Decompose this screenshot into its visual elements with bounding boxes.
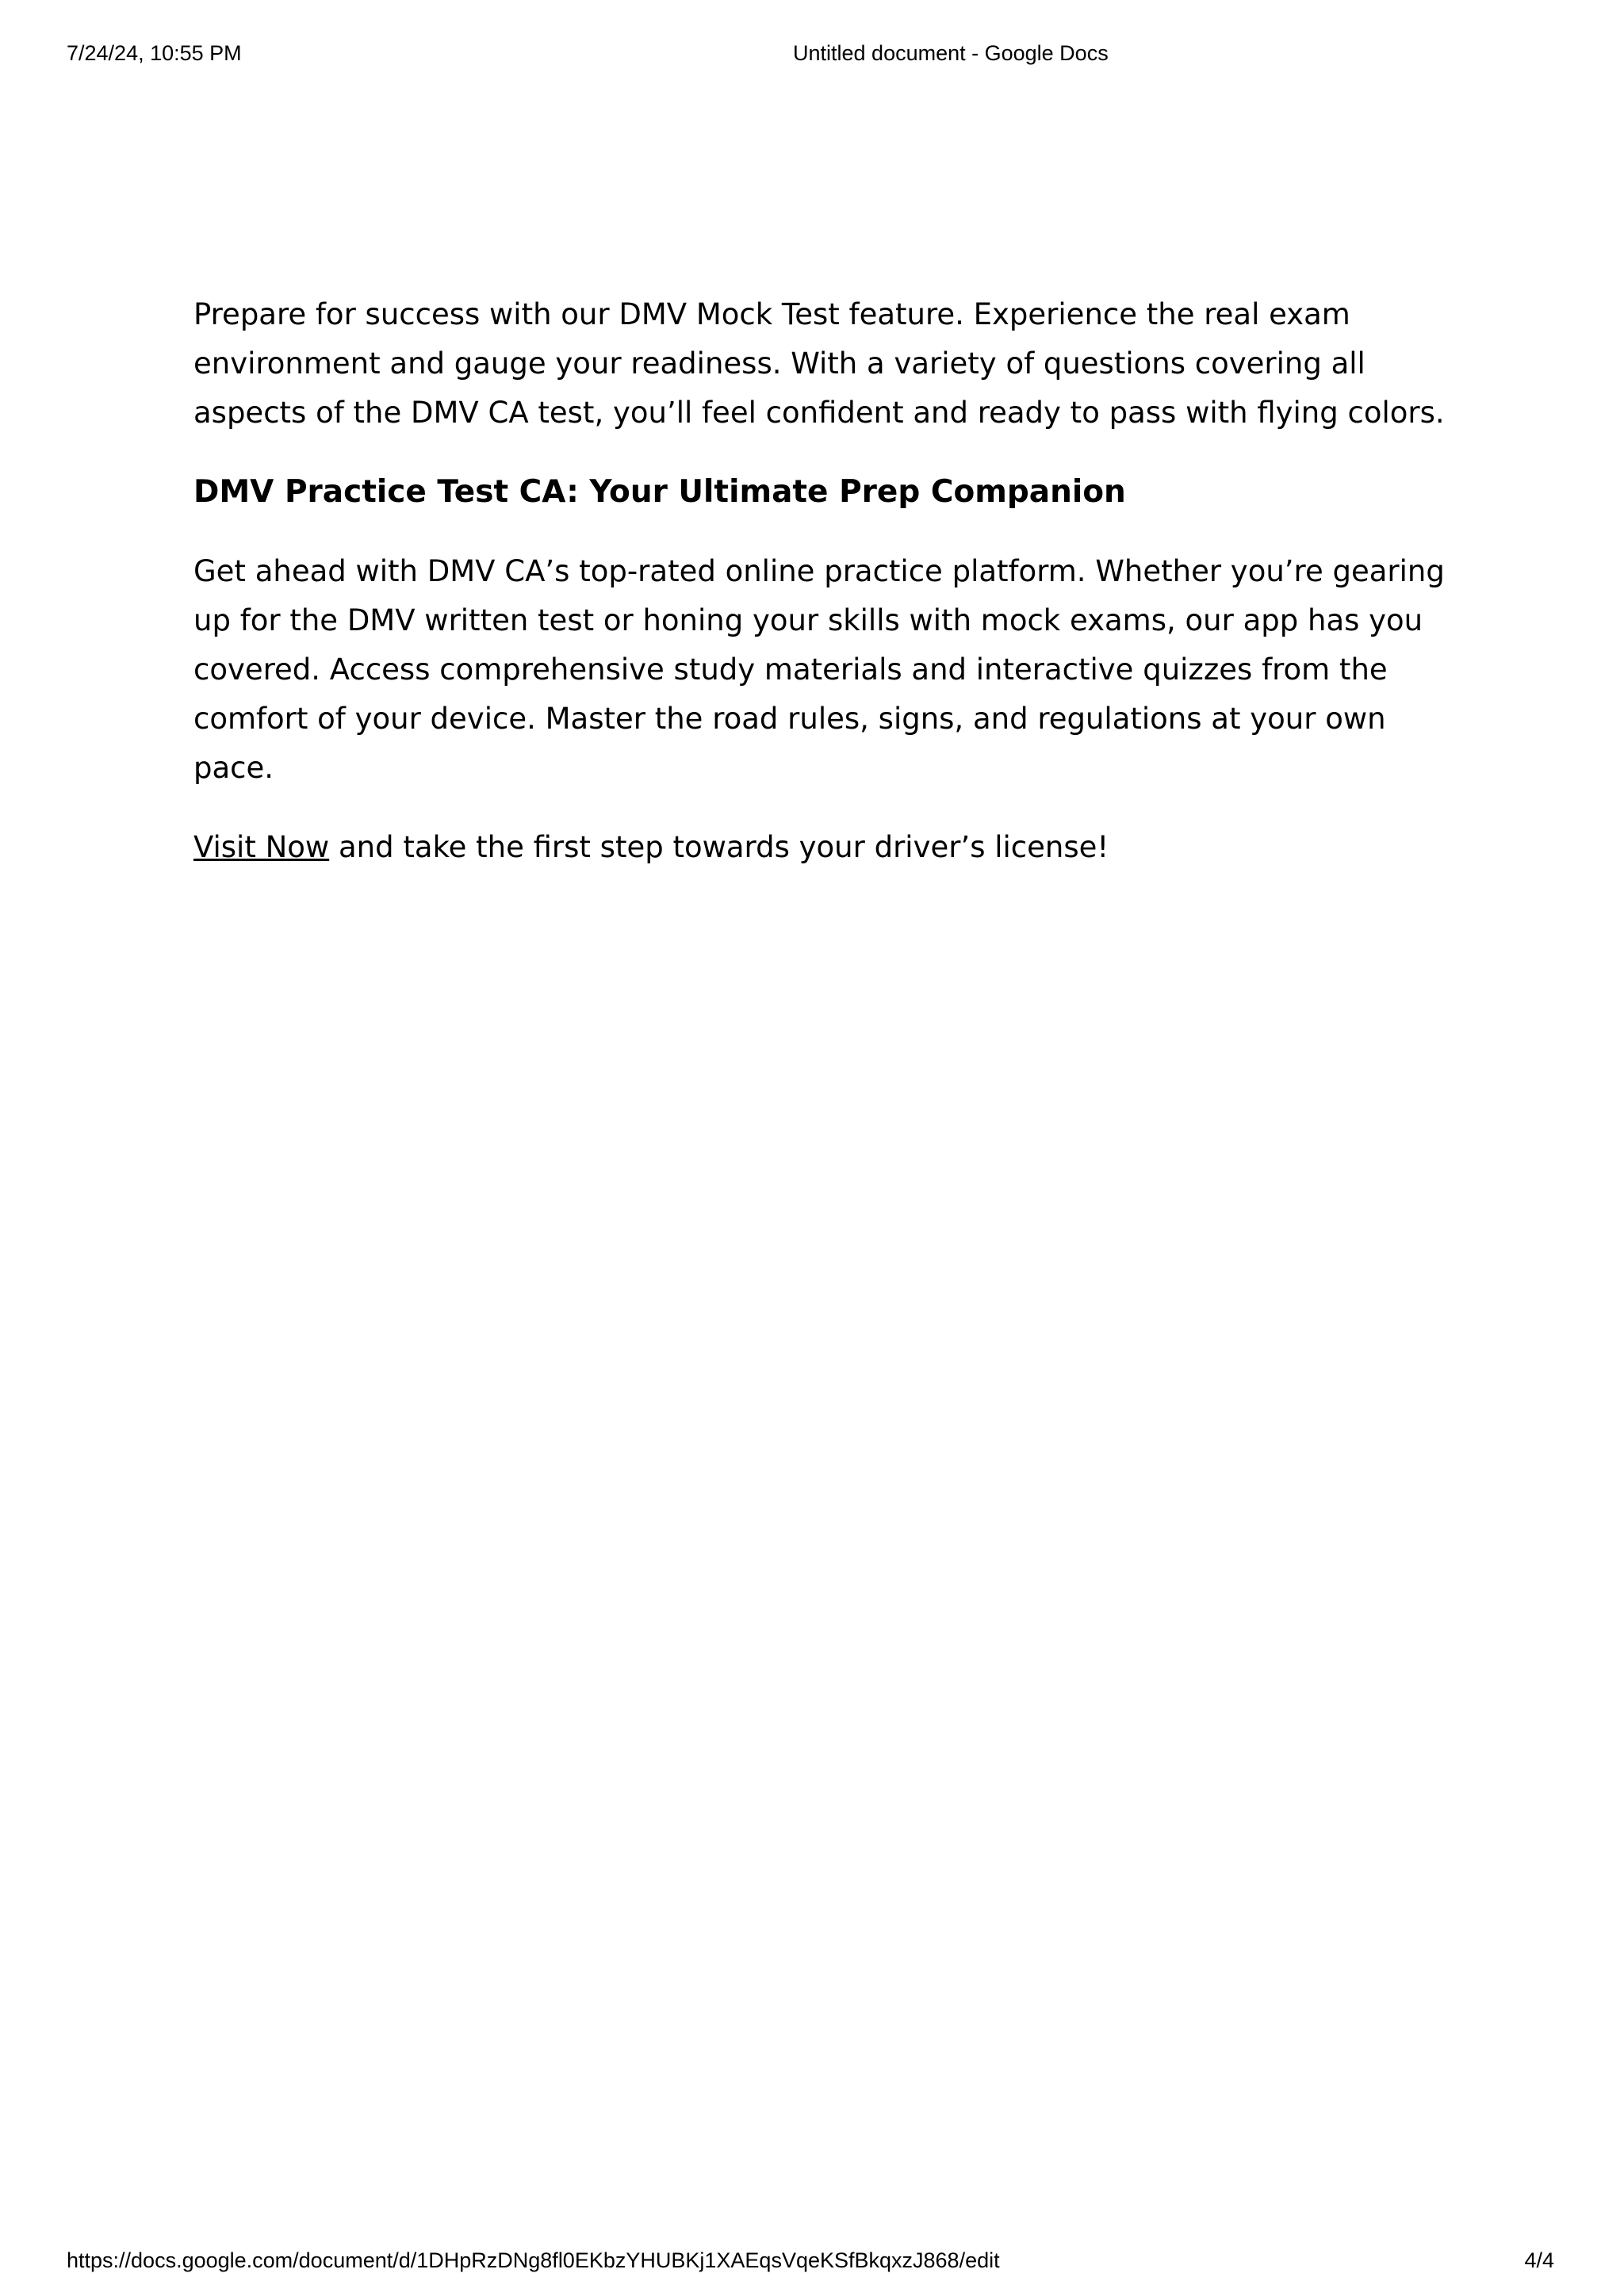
- print-footer: [0, 2248, 1624, 2280]
- print-header: [0, 41, 1624, 73]
- section-heading: DMV Practice Test CA: Your Ultimate Prep Companion: [193, 474, 1126, 510]
- document-body: [193, 290, 1454, 902]
- visit-now-link[interactable]: Visit Now: [193, 830, 330, 864]
- print-url: https://docs.google.com/document/d/1DHpRzDNg8fl0EKbzYHUBKj1XAEqsVqeKSfBkqxzJ868/edit: [67, 2248, 1000, 2272]
- print-page-title: Untitled document - Google Docs: [793, 41, 1109, 65]
- page-indicator: 4/4: [1524, 2248, 1554, 2272]
- call-to-action-text: and take the first step towards your driver’s license!: [329, 830, 1109, 864]
- print-datetime: 7/24/24, 10:55 PM: [67, 41, 242, 65]
- paragraph-practice-platform: Get ahead with DMV CA’s top-rated online practice platform. Whether you’re gearing up for the DMV written test or honing your skills with mock exams, our app has you covered. Access comprehensive study materials and interactive quizzes from the comfort of your device. Master the road rules, signs, and regulations at your own pace.: [193, 554, 1445, 785]
- paragraph-call-to-action: [193, 823, 1454, 872]
- paragraph-mock-test: Prepare for success with our DMV Mock Test feature. Experience the real exam environment and gauge your readiness. With a variety of questions covering all aspects of the DMV CA test, you’ll feel confident and ready to pass with flying colors.: [193, 297, 1445, 430]
